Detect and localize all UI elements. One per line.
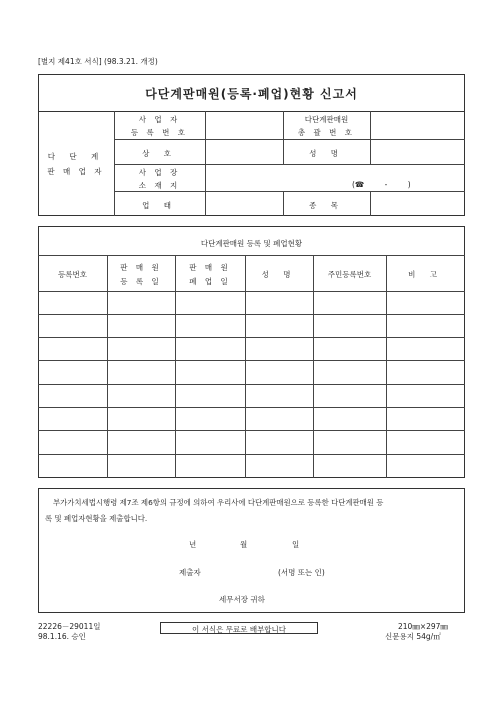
col-header-reg-no: 등록번호 [58,270,87,279]
distributor-no-label-2: 총 괄 번 호 [297,128,356,137]
trade-name-label: 상 호 [142,149,177,158]
form-title: 다단계판매원(등록·폐업)현황 신고서 [145,87,358,101]
seller-section-label: 다 단 계 [47,152,105,161]
business-item-label: 종 목 [309,201,344,210]
date-month: 월 [240,540,248,549]
paper-size: 210㎜×297㎜ [398,622,448,631]
form-number-note: [별지 제41호 서식] (98.3.21. 개정) [38,57,158,66]
col-header-name: 성 명 [261,270,297,279]
declaration-text [45,495,460,527]
status-title: 다단계판매원 등록 및 폐업현황 [200,239,303,248]
declaration-line-1: 부가가치세법시행령 제7조 제6항의 규정에 의하여 우리사에 다단계판매원으로 등록한 다단계판매원 등 [53,498,384,507]
biz-reg-no-label-2: 등 록 번 호 [130,128,189,137]
biz-reg-no-field[interactable] [206,112,282,138]
approval-date: 98.1.16. 승인 [38,632,86,641]
col-header-close-date: 판 매 원 [189,263,231,272]
seller-section-label-2: 판 매 업 자 [47,167,105,176]
biz-reg-no-label: 사 업 자 [138,115,181,124]
business-type-label: 업 태 [142,201,177,210]
submitter-label: 제출자 [179,568,201,577]
col-header-reg-date: 판 매 원 [120,263,162,272]
phone-field[interactable]: (☎ - ) [352,180,411,189]
name-label: 성 명 [309,149,344,158]
declaration-line-2: 록 및 폐업자현황을 제출합니다. [45,514,148,523]
status-table-body[interactable] [38,292,465,477]
name-field[interactable] [371,140,464,163]
paper-type: 신문용지 54g/㎡ [385,632,441,641]
submitter-field[interactable] [210,562,270,576]
business-item-field[interactable] [371,192,464,215]
trade-name-field[interactable] [206,140,282,163]
distributor-no-field[interactable] [371,112,464,138]
addressee: 세무서장 귀하 [219,595,265,604]
col-header-close-date-2: 폐 업 일 [189,277,231,286]
form-code: 22226－29011일 [38,622,101,631]
col-header-reg-date-2: 등 록 일 [120,277,162,286]
business-type-field[interactable] [206,192,282,215]
address-label: 사 업 장 [138,168,181,177]
date-day: 일 [292,540,300,549]
col-header-remarks: 비 고 [408,270,443,279]
free-distribution-notice: 이 서식은 무료로 배부합니다 [191,625,287,634]
address-field[interactable] [206,165,464,190]
col-header-resident-no: 주민등록번호 [327,270,372,279]
distributor-no-label: 다단계판매원 [304,115,349,124]
signature-label: (서명 또는 인) [278,568,325,577]
address-label-2: 소 재 지 [138,181,181,190]
date-year: 년 [189,540,197,549]
